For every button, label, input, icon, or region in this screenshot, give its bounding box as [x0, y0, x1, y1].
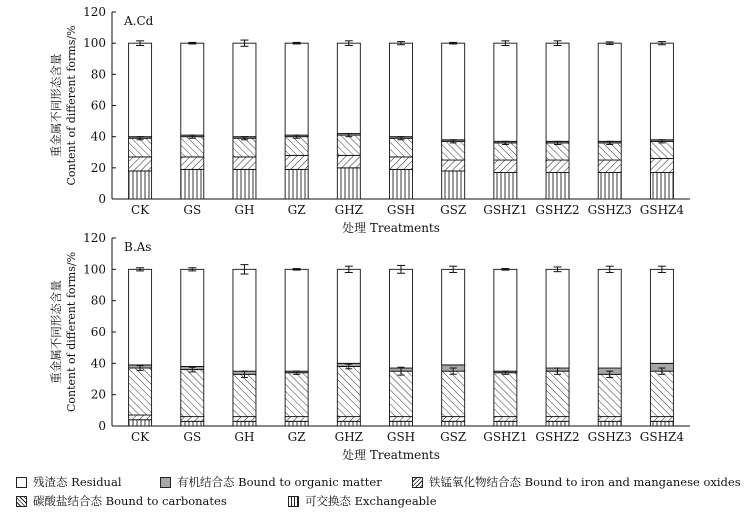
bar-segment-exchangeable [546, 173, 569, 199]
legend-residual-label: 残渣态 Residual [33, 475, 122, 489]
bar-segment-carbonate [442, 417, 465, 422]
x-tick-label: GZ [287, 430, 306, 444]
panel-label: B.As [124, 240, 152, 254]
bar-segment-residual [337, 43, 360, 133]
bar-segment-carbonate [390, 417, 413, 422]
x-tick-label: GH [234, 430, 255, 444]
bar-segment-residual [233, 43, 256, 137]
bar-segment-iron-manganese [129, 138, 152, 157]
y-axis-label-en: Content of different forms/% [65, 25, 78, 186]
bar-segment-carbonate [546, 160, 569, 172]
bar-segment-iron-manganese [598, 143, 621, 160]
bar-segment-iron-manganese [181, 370, 204, 417]
bar-segment-iron-manganese [390, 138, 413, 157]
bar-segment-carbonate [337, 417, 360, 422]
legend-carbonate-label: 碳酸盐结合态 Bound to carbonates [33, 494, 227, 508]
bar-segment-carbonate [650, 417, 673, 422]
bar-segment-iron-manganese [442, 141, 465, 160]
bar-segment-iron-manganese [442, 371, 465, 416]
bar-segment-carbonate [233, 417, 256, 422]
bar-segment-iron-manganese [337, 366, 360, 416]
x-axis-label: 处理 Treatments [342, 448, 440, 462]
x-tick-label: GSHZ1 [483, 430, 528, 444]
legend-organic-label: 有机结合态 Bound to organic matter [177, 475, 382, 489]
bar-segment-carbonate [494, 160, 517, 172]
y-tick-label: 40 [90, 129, 106, 144]
bar-segment-residual [285, 269, 308, 371]
bar-segment-carbonate [233, 157, 256, 169]
x-tick-label: GSH [386, 430, 416, 444]
bar-segment-exchangeable [129, 171, 152, 199]
x-tick-label: GSH [386, 203, 416, 217]
bar-segment-carbonate [129, 415, 152, 420]
bar-segment-residual [546, 43, 569, 141]
bar-segment-iron-manganese [285, 137, 308, 156]
bar-segment-exchangeable [181, 421, 204, 426]
x-tick-label: GSHZ1 [483, 203, 528, 217]
bar-segment-residual [494, 43, 517, 141]
y-tick-label: 20 [90, 160, 106, 175]
bar-segment-iron-manganese [233, 374, 256, 416]
bar-segment-residual [390, 43, 413, 137]
bar-segment-residual [233, 269, 256, 371]
bar-segment-exchangeable [598, 421, 621, 426]
bar-segment-carbonate [598, 160, 621, 172]
bar-segment-iron-manganese [650, 141, 673, 158]
y-tick-label: 40 [90, 356, 106, 371]
bar-segment-residual [285, 43, 308, 135]
bar-segment-iron-manganese [546, 143, 569, 160]
bar-segment-exchangeable [598, 173, 621, 199]
bar-segment-carbonate [494, 417, 517, 422]
panel-label: A.Cd [124, 14, 154, 28]
y-tick-label: 0 [98, 192, 106, 206]
exchangeable-swatch [288, 496, 299, 507]
bar-segment-iron-manganese [390, 371, 413, 416]
bar-segment-exchangeable [285, 421, 308, 426]
bar-segment-exchangeable [442, 171, 465, 199]
bar-segment-iron-manganese [285, 373, 308, 417]
bar-segment-exchangeable [390, 169, 413, 199]
bar-segment-carbonate [598, 417, 621, 422]
bar-segment-exchangeable [390, 421, 413, 426]
bar-segment-residual [650, 269, 673, 363]
y-tick-label: 20 [90, 387, 106, 402]
bar-segment-iron-manganese [233, 138, 256, 157]
bar-segment-residual [442, 43, 465, 140]
legend-carbonate [16, 493, 227, 509]
bar-segment-residual [181, 269, 204, 366]
x-tick-label: GH [234, 203, 255, 217]
y-tick-label: 100 [83, 36, 106, 51]
bar-segment-carbonate [181, 157, 204, 169]
bar-segment-exchangeable [233, 421, 256, 426]
bar-segment-exchangeable [650, 173, 673, 199]
residual-swatch [16, 477, 27, 488]
legend-iron-label: 铁锰氧化物结合态 Bound to iron and manganese oxides [429, 475, 741, 489]
bar-segment-exchangeable [442, 421, 465, 426]
bar-segment-carbonate [390, 157, 413, 169]
bar-segment-residual [181, 43, 204, 135]
panel-b-as [49, 231, 690, 462]
bar-segment-residual [129, 269, 152, 365]
bar-segment-exchangeable [285, 169, 308, 199]
legend-iron [412, 474, 741, 490]
x-tick-label: GS [183, 430, 202, 444]
bar-segment-residual [494, 269, 517, 371]
bar-segment-iron-manganese [494, 143, 517, 160]
bar-segment-exchangeable [650, 421, 673, 426]
bar-segment-residual [442, 269, 465, 365]
organic-swatch [160, 477, 171, 488]
bar-segment-exchangeable [181, 169, 204, 199]
bar-segment-carbonate [650, 158, 673, 172]
y-tick-label: 0 [98, 419, 106, 433]
bar-segment-residual [546, 269, 569, 368]
x-tick-label: GSZ [440, 203, 467, 217]
bar-segment-exchangeable [337, 168, 360, 199]
bar-segment-iron-manganese [546, 371, 569, 416]
bar-segment-exchangeable [546, 421, 569, 426]
y-tick-label: 60 [90, 325, 106, 339]
legend-organic [160, 474, 382, 490]
bar-segment-exchangeable [337, 421, 360, 426]
bar-segment-residual [598, 43, 621, 141]
legend-residual [16, 474, 122, 490]
y-axis-label-en: Content of different forms/% [65, 251, 78, 413]
y-tick-label: 60 [90, 98, 106, 113]
bar-segment-iron-manganese [650, 371, 673, 416]
x-tick-label: GSHZ3 [587, 203, 632, 217]
bar-segment-iron-manganese [337, 135, 360, 155]
bar-segment-residual [129, 43, 152, 137]
x-tick-label: GSHZ2 [535, 430, 580, 444]
x-tick-label: GHZ [334, 430, 364, 444]
y-axis-label-cn: 重金属不同形态含量 [49, 53, 63, 158]
bar-segment-residual [390, 269, 413, 368]
y-tick-label: 120 [83, 5, 106, 19]
bar-segment-iron-manganese [129, 368, 152, 415]
bar-segment-carbonate [181, 417, 204, 422]
bar-segment-residual [337, 269, 360, 363]
x-tick-label: GHZ [334, 203, 364, 217]
bar-segment-carbonate [285, 155, 308, 169]
x-tick-label: GSHZ4 [639, 203, 685, 217]
y-tick-label: 120 [83, 231, 106, 245]
x-tick-label: GSHZ4 [639, 430, 685, 444]
carbonate-swatch [16, 496, 27, 507]
x-tick-label: CK [131, 430, 150, 444]
bar-segment-carbonate [285, 417, 308, 422]
bar-segment-exchangeable [233, 169, 256, 199]
x-tick-label: GSZ [440, 430, 467, 444]
bar-segment-exchangeable [494, 421, 517, 426]
legend-exchangeable [288, 493, 437, 509]
bar-segment-carbonate [442, 160, 465, 171]
x-tick-label: GSHZ2 [535, 203, 580, 217]
bar-segment-carbonate [546, 417, 569, 422]
x-axis-label: 处理 Treatments [342, 221, 440, 235]
panel-a-cd [49, 5, 690, 235]
x-tick-label: CK [131, 203, 150, 217]
bar-segment-carbonate [337, 155, 360, 167]
legend-exchangeable-label: 可交换态 Exchangeable [305, 494, 437, 508]
bar-segment-residual [650, 43, 673, 140]
y-tick-label: 80 [90, 293, 106, 308]
bar-segment-exchangeable [129, 420, 152, 426]
y-tick-label: 100 [83, 262, 106, 277]
x-tick-label: GS [183, 203, 202, 217]
x-tick-label: GZ [287, 203, 306, 217]
bar-segment-iron-manganese [181, 137, 204, 157]
bar-segment-iron-manganese [598, 374, 621, 416]
y-tick-label: 80 [90, 67, 106, 82]
y-axis-label-cn: 重金属不同形态含量 [49, 280, 63, 384]
iron-swatch [412, 477, 423, 488]
x-tick-label: GSHZ3 [587, 430, 632, 444]
bar-segment-carbonate [129, 157, 152, 171]
bar-segment-residual [598, 269, 621, 368]
bar-segment-exchangeable [494, 173, 517, 199]
bar-segment-iron-manganese [494, 373, 517, 417]
